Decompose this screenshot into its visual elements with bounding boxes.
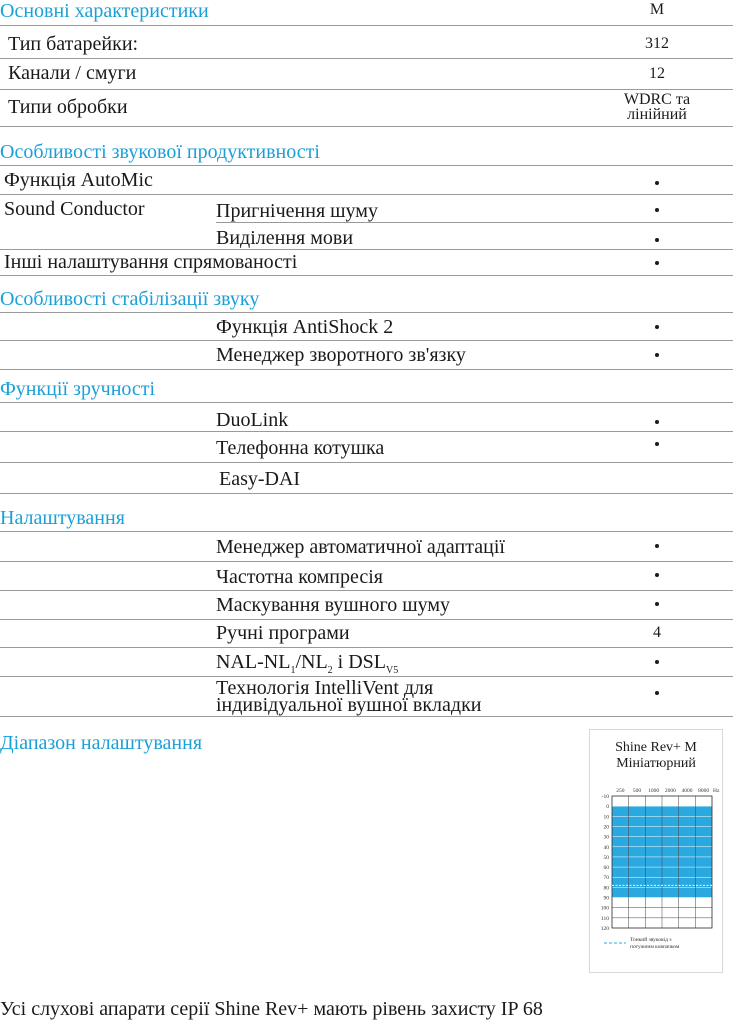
channels-label: Канали / смуги — [8, 62, 137, 84]
x-tick-label: 1000 — [648, 788, 660, 794]
battery-label: Тип батарейки: — [8, 33, 139, 55]
divider — [0, 58, 733, 59]
y-tick-label: 110 — [600, 915, 609, 922]
fitting-formulas-label: NAL-$NL_1/NL_2$ і $DSL_{V5}$ — [216, 651, 399, 676]
adaptation-manager-label: Менеджер автоматичної адаптації — [216, 536, 505, 558]
feature-dot — [655, 353, 659, 357]
y-tick-label: 70 — [603, 875, 609, 882]
y-tick-label: 20 — [603, 824, 609, 831]
intellivent-label-line2: індивідуальної вушної вкладки — [216, 694, 482, 716]
legend-label-line2: потужним ковпачком — [630, 944, 680, 950]
y-tick-label: 40 — [603, 844, 609, 851]
directionality-label: Інші налаштування спрямованості — [4, 251, 298, 273]
divider — [0, 340, 733, 341]
chart-subtitle: Мініатюрний — [616, 756, 696, 771]
divider — [0, 275, 733, 276]
tinnitus-masking-label: Маскування вушного шуму — [216, 594, 450, 616]
chart-title: Shine Rev+ M — [615, 740, 697, 755]
y-tick-label: 80 — [603, 885, 609, 892]
x-tick-label: 8000 — [698, 788, 710, 794]
divider — [0, 590, 733, 591]
divider — [0, 249, 733, 250]
feature-dot — [655, 208, 659, 212]
x-unit-label: Hz — [713, 788, 720, 794]
x-tick-label: 2000 — [664, 788, 676, 794]
divider — [0, 716, 733, 717]
divider — [0, 312, 733, 313]
feature-dot — [655, 660, 659, 664]
divider — [0, 89, 733, 90]
channels-value: 12 — [649, 65, 665, 82]
divider — [0, 619, 733, 620]
feature-dot — [655, 442, 659, 446]
section-title-sound-performance: Особливості звукової продуктивності — [0, 141, 320, 163]
y-tick-label: 50 — [603, 854, 609, 861]
y-tick-label: 10 — [603, 814, 609, 821]
feature-dot — [655, 181, 659, 185]
antishock-label: Функція AntiShock 2 — [216, 316, 394, 338]
chart-svg — [590, 730, 722, 972]
section-title-convenience: Функції зручності — [0, 378, 156, 400]
sound-conductor-label: Sound Conductor — [4, 198, 145, 220]
divider — [0, 126, 733, 127]
feature-dot — [655, 691, 659, 695]
y-tick-label: 0 — [606, 804, 609, 811]
y-tick-label: 60 — [603, 865, 609, 872]
divider — [0, 493, 733, 494]
frequency-compression-label: Частотна компресія — [216, 566, 383, 588]
feature-dot — [655, 544, 659, 548]
footer-note: Усі слухові апарати серії Shine Rev+ мають рівень захисту IP 68 — [0, 998, 543, 1020]
intellivent-label-line1: Технологія IntelliVent для — [216, 677, 434, 699]
processing-label: Типи обробки — [8, 96, 128, 118]
divider — [0, 402, 733, 403]
section-title-fitting-range: Діапазон налаштування — [0, 732, 203, 754]
processing-value-line1: WDRC та — [623, 91, 691, 108]
divider — [0, 531, 733, 532]
feedback-manager-label: Менеджер зворотного зв'язку — [216, 344, 466, 366]
fitting-range-chart — [589, 729, 723, 973]
easy-dai-label: Easy-DAI — [219, 468, 301, 490]
y-tick-label: 120 — [600, 926, 609, 932]
y-tick-label: 90 — [603, 895, 609, 902]
x-tick-label: 4000 — [681, 788, 693, 794]
speech-enhancement-label: Виділення мови — [216, 227, 354, 249]
divider — [0, 431, 733, 432]
legend-label-line1: Тонкий звуковід з — [630, 937, 672, 943]
x-tick-label: 500 — [632, 788, 642, 794]
section-title-stability: Особливості стабілізації звуку — [0, 288, 260, 310]
y-tick-label: 100 — [600, 905, 609, 912]
divider — [0, 647, 733, 648]
divider — [216, 222, 733, 223]
feature-dot — [655, 602, 659, 606]
y-tick-label: -10 — [601, 794, 609, 800]
divider — [0, 369, 733, 370]
x-tick-label: 250 — [616, 788, 625, 794]
section-title-basic: Основні характеристики — [0, 0, 209, 22]
duolink-label: DuoLink — [216, 409, 289, 431]
feature-dot — [655, 325, 659, 329]
manual-programs-label: Ручні програми — [216, 622, 350, 644]
divider — [0, 194, 733, 195]
noise-reduction-label: Пригнічення шуму — [216, 200, 378, 222]
feature-dot — [655, 238, 659, 242]
feature-dot — [655, 420, 659, 424]
processing-value-line2: лінійний — [627, 106, 687, 123]
feature-dot — [655, 261, 659, 265]
divider — [0, 165, 733, 166]
divider — [0, 25, 733, 26]
y-tick-label: 30 — [603, 834, 609, 841]
section-title-fitting: Налаштування — [0, 507, 125, 529]
manual-programs-value: 4 — [653, 624, 661, 641]
battery-value: 312 — [645, 35, 669, 52]
feature-dot — [655, 573, 659, 577]
divider — [0, 462, 733, 463]
telecoil-label: Телефонна котушка — [216, 437, 385, 459]
divider — [0, 561, 733, 562]
automic-label: Функція AutoMic — [4, 169, 153, 191]
model-column-header: M — [649, 1, 665, 18]
